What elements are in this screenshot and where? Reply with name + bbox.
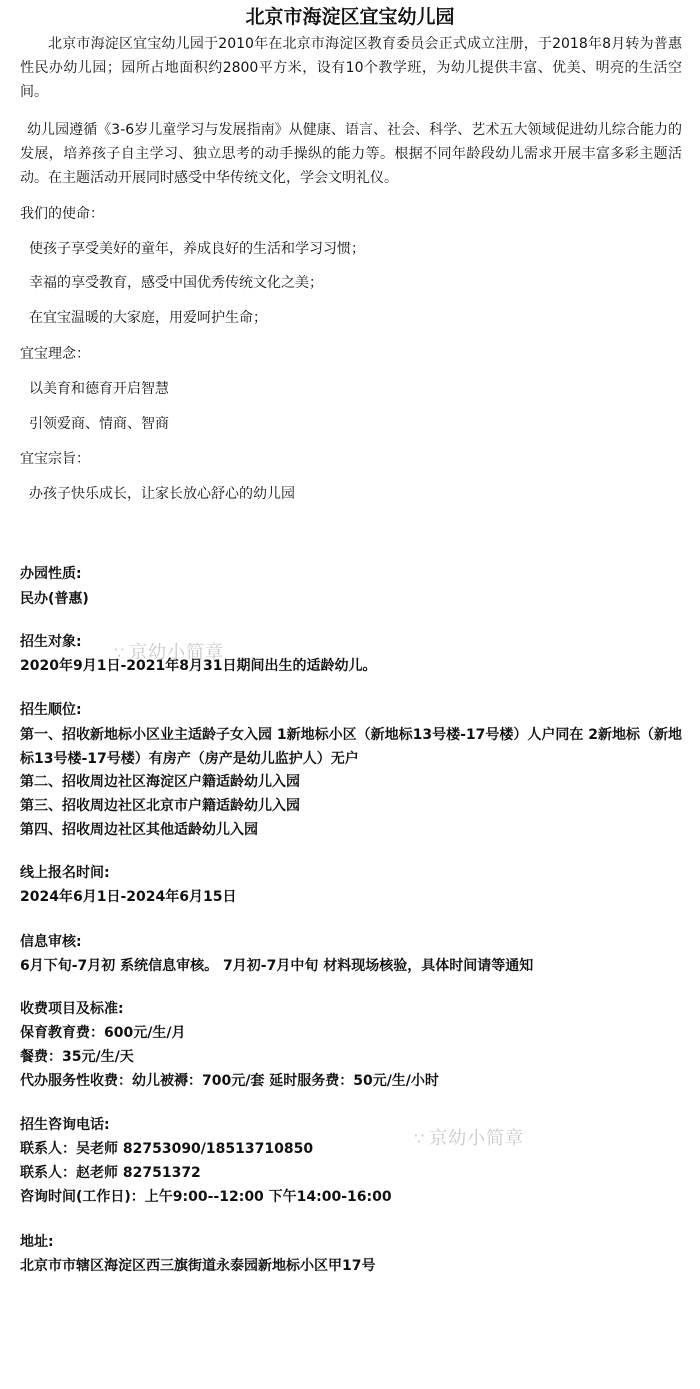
intro-paragraph-1: 北京市海淀区宜宝幼儿园于2010年在北京市海淀区教育委员会正式成立注册，于2018年8月转为普惠性民办幼儿园；园所占地面积约2800平方米，设有10个教学班，为幼儿提供丰富、优美、明亮的生活空间。	[20, 36, 682, 100]
review-value: 6月下旬-7月初 系统信息审核。 7月初-7月中旬 材料现场核验，具体时间请等通知	[20, 958, 534, 974]
registration-heading: 线上报名时间:	[20, 865, 110, 881]
priority-heading: 招生顺位:	[20, 702, 82, 718]
fee-item: 餐费：35元/生/天	[20, 1049, 134, 1065]
wechat-logo-icon: ∵	[114, 643, 126, 662]
mission-item: 使孩子享受美好的童年，养成良好的生活和学习习惯；	[29, 241, 365, 257]
intro-paragraph-2: 幼儿园遵循《3-6岁儿童学习与发展指南》从健康、语言、社会、科学、艺术五大领域促进幼儿综合能力的发展，培养孩子自主学习、独立思考的动手操纵的能力等。根据不同年龄段幼儿需求开展丰富多彩主题活动。在主题活动开展同时感受中华传统文化，学会文明礼仪。	[20, 122, 682, 186]
target-heading: 招生对象:	[20, 634, 82, 650]
fee-item: 代办服务性收费：幼儿被褥：700元/套 延时服务费：50元/生/小时	[20, 1073, 439, 1089]
mission-heading: 我们的使命：	[20, 206, 104, 222]
target-value: 2020年9月1日-2021年8月31日期间出生的适龄幼儿。	[20, 658, 377, 674]
philosophy-item: 引领爱商、情商、智商	[29, 416, 169, 432]
wechat-logo-icon: ∵	[414, 1129, 426, 1148]
fees-heading: 收费项目及标准:	[20, 1001, 124, 1017]
nature-heading: 办园性质:	[20, 566, 82, 582]
registration-value: 2024年6月1日-2024年6月15日	[20, 889, 237, 905]
watermark-text: 京幼小简章	[129, 642, 225, 663]
address-value: 北京市市辖区海淀区西三旗街道永泰园新地标小区甲17号	[20, 1258, 376, 1274]
watermark-text: 京幼小简章	[429, 1128, 525, 1149]
watermark	[114, 638, 224, 664]
review-heading: 信息审核:	[20, 934, 82, 950]
purpose-item: 办孩子快乐成长，让家长放心舒心的幼儿园	[29, 486, 295, 502]
fee-item: 保育教育费：600元/生/月	[20, 1025, 186, 1041]
page-title: 北京市海淀区宜宝幼儿园	[245, 6, 455, 28]
address-heading: 地址:	[20, 1234, 54, 1250]
philosophy-item: 以美育和德育开启智慧	[29, 381, 169, 397]
priority-item: 第二、招收周边社区海淀区户籍适龄幼儿入园	[20, 774, 300, 790]
contact-heading: 招生咨询电话:	[20, 1117, 110, 1133]
philosophy-heading: 宜宝理念：	[20, 346, 90, 362]
priority-first: 第一、招收新地标小区业主适龄子女入园 1新地标小区（新地标13号楼-17号楼）人户同在 2新地标（新地标13号楼-17号楼）有房产（房产是幼儿监护人）无户	[20, 727, 683, 767]
nature-value: 民办(普惠)	[20, 591, 89, 607]
purpose-heading: 宜宝宗旨：	[20, 451, 90, 467]
watermark	[414, 1124, 524, 1150]
mission-item: 在宜宝温暖的大家庭，用爱呵护生命；	[29, 310, 267, 326]
mission-item: 幸福的享受教育，感受中国优秀传统文化之美；	[29, 275, 323, 291]
contact-item: 咨询时间(工作日)：上午9:00--12:00 下午14:00-16:00	[20, 1189, 392, 1205]
contact-item: 联系人：赵老师 82751372	[20, 1165, 201, 1181]
contact-item: 联系人：吴老师 82753090/18513710850	[20, 1141, 314, 1157]
priority-item: 第三、招收周边社区北京市户籍适龄幼儿入园	[20, 798, 300, 814]
priority-item: 第四、招收周边社区其他适龄幼儿入园	[20, 822, 258, 838]
